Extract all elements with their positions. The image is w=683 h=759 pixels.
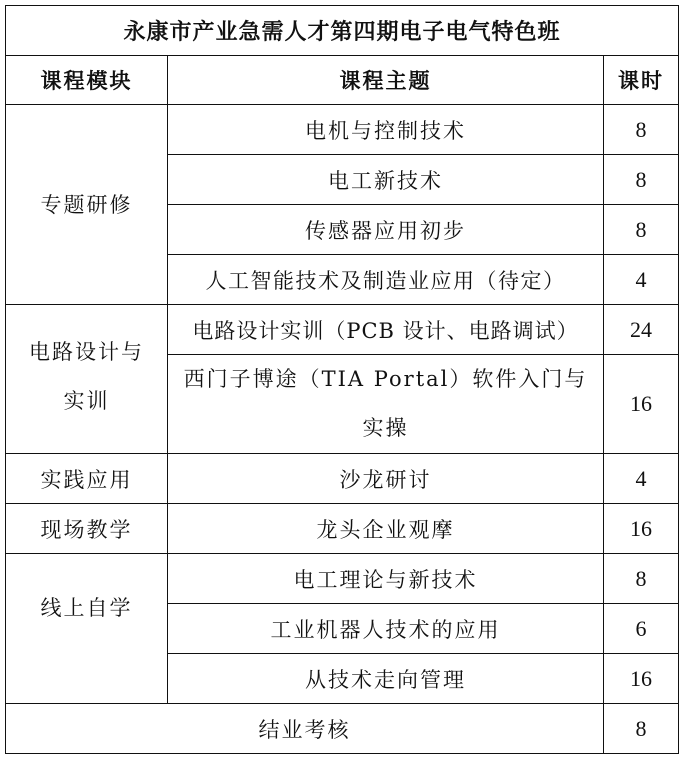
module-cell — [6, 105, 168, 305]
module-cell: 实践应用 — [6, 454, 168, 504]
hours-cell: 8 — [604, 554, 679, 604]
hours-cell: 24 — [604, 305, 679, 355]
table-row-final — [6, 704, 679, 754]
table-row — [6, 454, 679, 504]
hours-cell: 16 — [604, 654, 679, 704]
topic-cell: 龙头企业观摩 — [168, 504, 604, 554]
topic-cell: 沙龙研讨 — [168, 454, 604, 504]
topic-cell: 传感器应用初步 — [168, 205, 604, 255]
module-label: 线上自学 — [40, 595, 133, 620]
header-hours: 课时 — [604, 56, 679, 105]
topic-cell: 电工理论与新技术 — [168, 554, 604, 604]
hours-cell: 4 — [604, 454, 679, 504]
table-row — [6, 305, 679, 355]
table-row — [6, 554, 679, 604]
final-topic-cell: 结业考核 — [6, 704, 604, 754]
topic-cell: 电机与控制技术 — [168, 105, 604, 155]
table-title: 永康市产业急需人才第四期电子电气特色班 — [6, 6, 679, 56]
table-row — [6, 504, 679, 554]
module-cell — [6, 305, 168, 454]
module-label: 专题研修 — [40, 192, 133, 217]
header-topic: 课程主题 — [168, 56, 604, 105]
header-module: 课程模块 — [6, 56, 168, 105]
topic-cell: 人工智能技术及制造业应用（待定） — [168, 255, 604, 305]
module-label: 电路设计与实训 — [29, 340, 144, 413]
hours-cell: 8 — [604, 105, 679, 155]
topic-cell — [168, 355, 604, 454]
hours-cell: 8 — [604, 205, 679, 255]
hours-cell: 6 — [604, 604, 679, 654]
final-hours-cell: 8 — [604, 704, 679, 754]
topic-cell: 工业机器人技术的应用 — [168, 604, 604, 654]
hours-cell: 8 — [604, 155, 679, 205]
course-schedule-table — [5, 5, 679, 754]
module-cell — [6, 554, 168, 704]
table-row — [6, 105, 679, 155]
hours-cell: 16 — [604, 504, 679, 554]
topic-cell: 电路设计实训（PCB 设计、电路调试） — [168, 305, 604, 355]
topic-cell: 电工新技术 — [168, 155, 604, 205]
hours-cell: 4 — [604, 255, 679, 305]
hours-cell: 16 — [604, 355, 679, 454]
topic-label: 西门子博途（TIA Portal）软件入门与实操 — [183, 367, 588, 440]
topic-cell: 从技术走向管理 — [168, 654, 604, 704]
module-cell: 现场教学 — [6, 504, 168, 554]
